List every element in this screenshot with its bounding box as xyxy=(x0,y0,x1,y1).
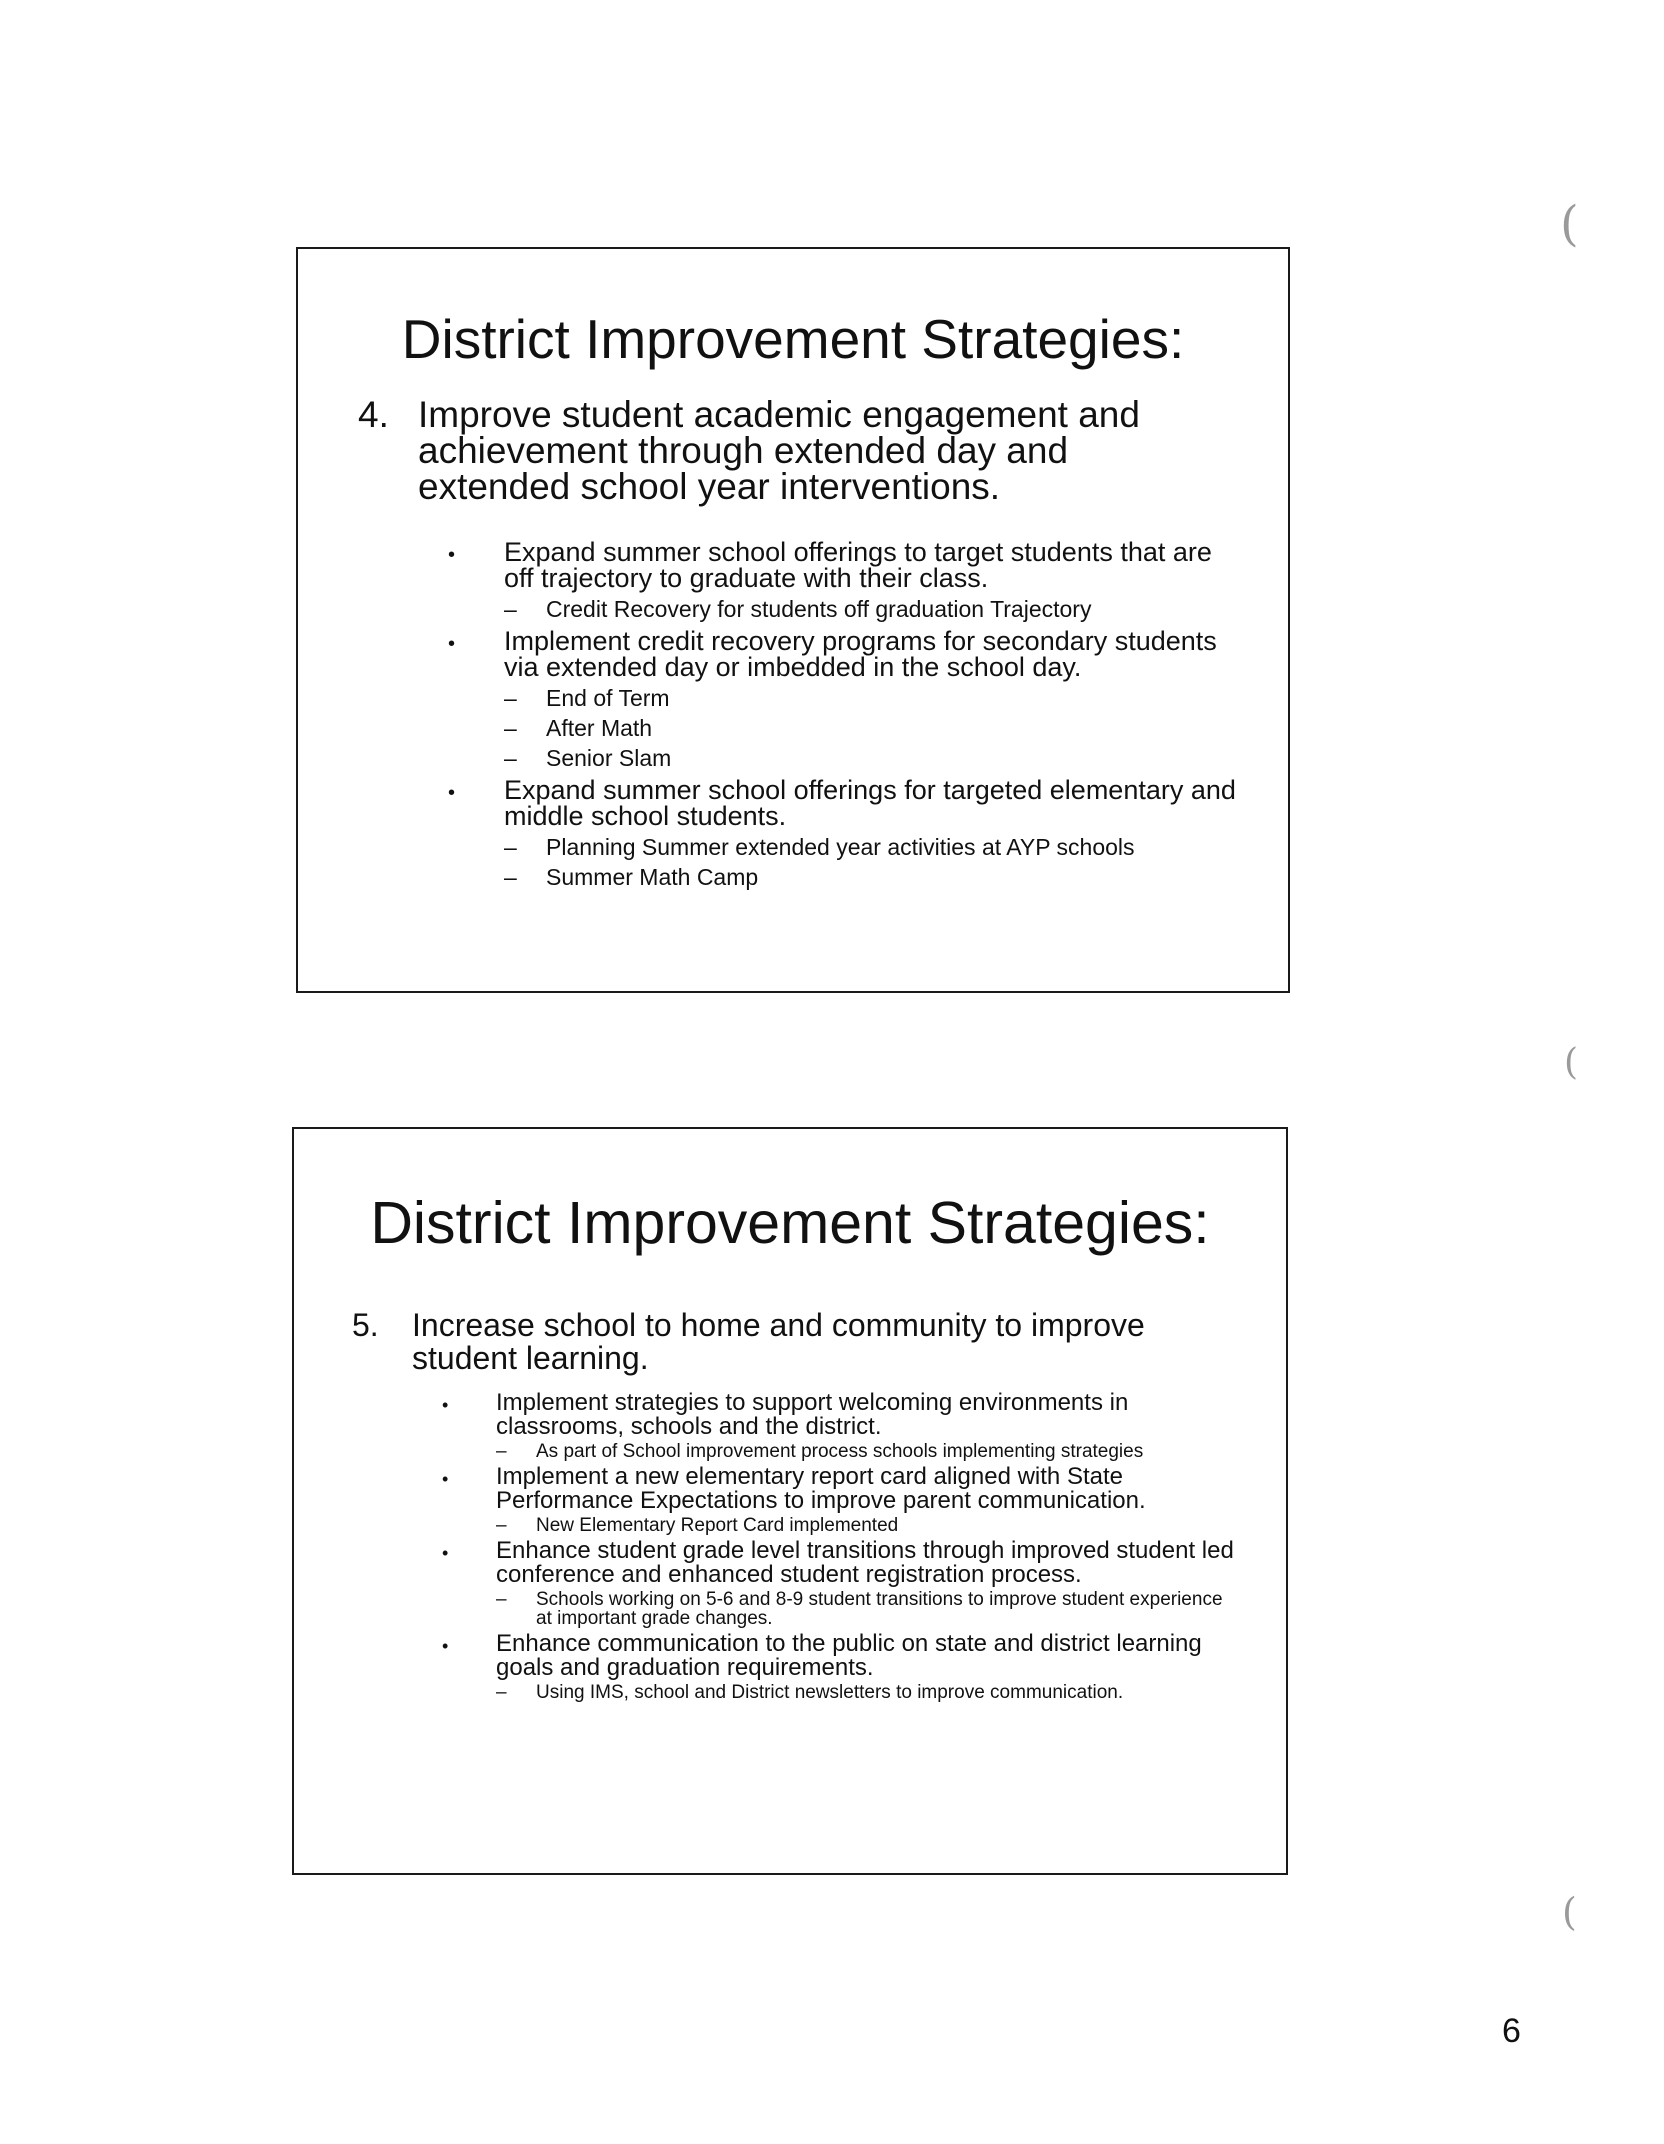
sub-list xyxy=(496,1516,1242,1535)
bullet-item xyxy=(448,777,1248,892)
sub-item xyxy=(496,1516,1242,1535)
strategy-text: Improve student academic engagement and achievement through extended day and extended school year interventions. xyxy=(418,394,1140,507)
strategy-number: 4. xyxy=(358,394,389,435)
dash-icon: – xyxy=(496,1682,507,1703)
bullet-item xyxy=(442,1465,1242,1535)
dash-icon: – xyxy=(496,1515,507,1536)
bullet-item xyxy=(442,1391,1242,1461)
strategy-heading xyxy=(358,394,1238,507)
strategy-heading xyxy=(352,1309,1232,1375)
sub-list xyxy=(496,1590,1242,1628)
bullet-text: Implement a new elementary report card aligned with State Performance Expectations to improve parent communication. xyxy=(496,1463,1146,1514)
sub-text: Summer Math Camp xyxy=(546,864,759,890)
bullet-item xyxy=(442,1632,1242,1702)
bullet-icon: • xyxy=(448,633,456,655)
margin-mark: ( xyxy=(1560,196,1579,252)
bullet-text: Expand summer school offerings for targeted elementary and middle school students. xyxy=(504,775,1236,831)
slide-2 xyxy=(292,1127,1288,1875)
sub-text: End of Term xyxy=(546,685,670,711)
bullet-text: Implement credit recovery programs for secondary students via extended day or imbedded in the school day. xyxy=(504,626,1217,682)
sub-item xyxy=(496,1590,1242,1628)
sub-list xyxy=(504,683,1248,773)
sub-text: New Elementary Report Card implemented xyxy=(536,1515,899,1536)
sub-item xyxy=(496,1683,1242,1702)
sub-list xyxy=(504,832,1248,892)
sub-text: Using IMS, school and District newsletters to improve communication. xyxy=(536,1682,1124,1703)
sub-text: After Math xyxy=(546,715,653,741)
page-number: 6 xyxy=(1502,2012,1521,2050)
sub-item xyxy=(496,1442,1242,1461)
sub-text: Planning Summer extended year activities at AYP schools xyxy=(546,834,1135,860)
bullet-icon: • xyxy=(442,1636,449,1656)
sub-text: Senior Slam xyxy=(546,745,672,771)
sub-item xyxy=(504,743,1248,773)
dash-icon: – xyxy=(504,745,517,771)
bullet-text: Enhance communication to the public on state and district learning goals and graduation requirements. xyxy=(496,1630,1202,1681)
bullet-icon: • xyxy=(442,1395,449,1415)
sub-item xyxy=(504,862,1248,892)
bullet-list xyxy=(448,539,1248,896)
sub-item xyxy=(504,594,1248,624)
bullet-text: Implement strategies to support welcoming environments in classrooms, schools and the district. xyxy=(496,1389,1129,1440)
sub-item xyxy=(504,713,1248,743)
margin-mark: ( xyxy=(1564,1042,1579,1083)
sub-list xyxy=(504,594,1248,624)
bullet-icon: • xyxy=(448,544,456,566)
sub-text: Credit Recovery for students off graduation Trajectory xyxy=(546,596,1092,622)
bullet-icon: • xyxy=(442,1543,449,1563)
dash-icon: – xyxy=(504,715,517,741)
sub-list xyxy=(496,1442,1242,1461)
bullet-item xyxy=(448,628,1248,773)
bullet-text: Expand summer school offerings to target students that are off trajectory to graduate with their class. xyxy=(504,537,1212,593)
dash-icon: – xyxy=(504,864,517,890)
bullet-text: Enhance student grade level transitions through improved student led conference and enhanced student registration process. xyxy=(496,1537,1234,1588)
sub-list xyxy=(496,1683,1242,1702)
bullet-list xyxy=(442,1391,1242,1706)
bullet-item xyxy=(448,539,1248,624)
sub-text: Schools working on 5-6 and 8-9 student transitions to improve student experience at important grade changes. xyxy=(536,1589,1223,1629)
strategy-text: Increase school to home and community to improve student learning. xyxy=(412,1307,1145,1376)
sub-item xyxy=(504,832,1248,862)
sub-text: As part of School improvement process schools implementing strategies xyxy=(536,1441,1144,1462)
slide-title: District Improvement Strategies: xyxy=(370,1190,1210,1256)
bullet-item xyxy=(442,1539,1242,1628)
dash-icon: – xyxy=(504,596,517,622)
strategy-number: 5. xyxy=(352,1307,379,1343)
sub-item xyxy=(504,683,1248,713)
dash-icon: – xyxy=(504,685,517,711)
bullet-icon: • xyxy=(442,1469,449,1489)
dash-icon: – xyxy=(496,1441,507,1462)
margin-mark: ( xyxy=(1562,1890,1577,1934)
dash-icon: – xyxy=(504,834,517,860)
bullet-icon: • xyxy=(448,782,456,804)
slide-1 xyxy=(296,247,1290,993)
dash-icon: – xyxy=(496,1589,507,1610)
slide-title: District Improvement Strategies: xyxy=(401,308,1185,370)
